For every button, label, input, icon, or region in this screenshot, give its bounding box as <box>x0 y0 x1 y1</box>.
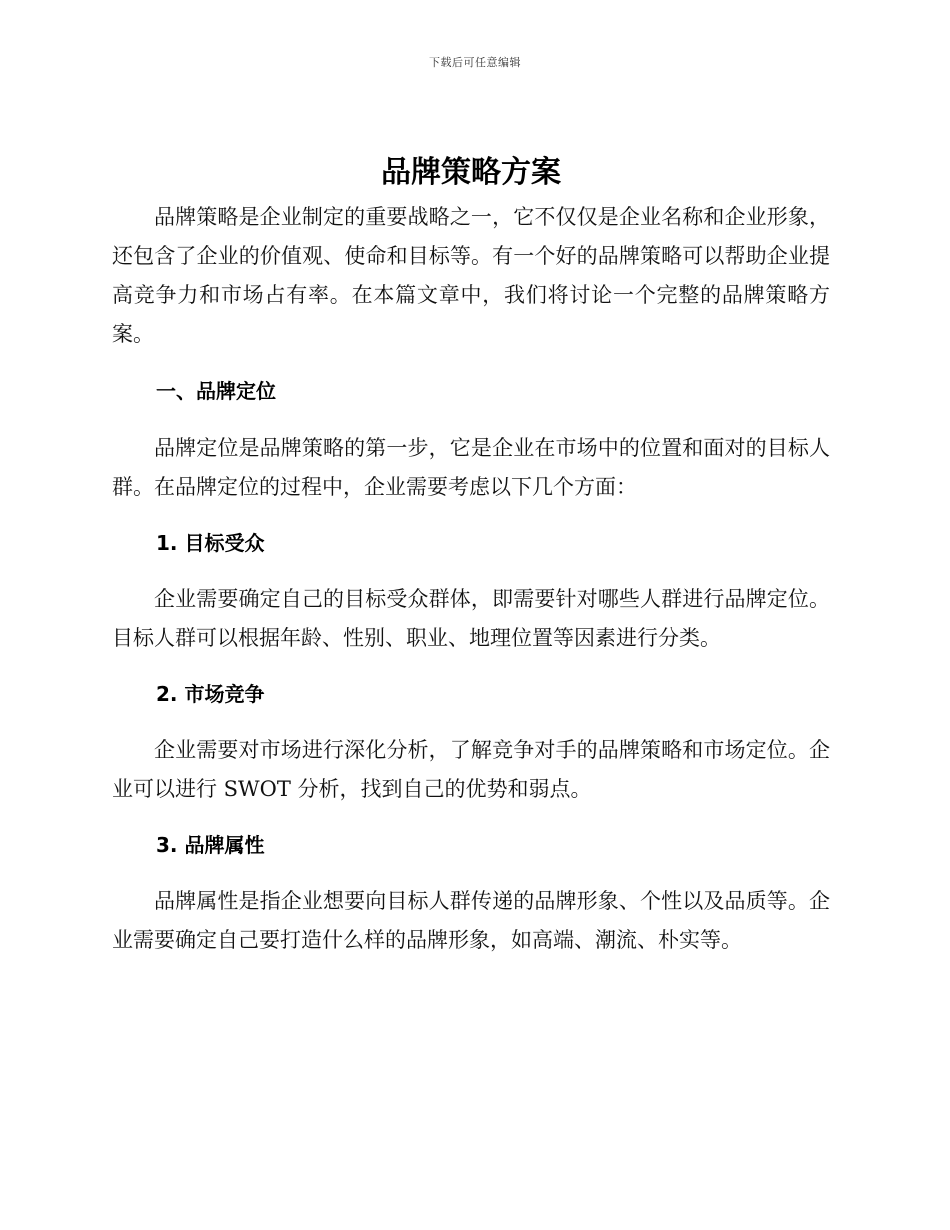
document-title: 品牌策略方案 <box>381 155 561 190</box>
subsection-heading-market-competition: 2. 市场竞争 <box>156 682 265 706</box>
section-heading-brand-positioning: 一、品牌定位 <box>156 379 276 403</box>
section-paragraph-brand-positioning: 品牌定位是品牌策略的第一步，它是企业在市场中的位置和面对的目标人群。在品牌定位的过程中，企业需要考虑以下几个方面： <box>112 436 830 499</box>
intro-paragraph: 品牌策略是企业制定的重要战略之一，它不仅仅是企业名称和企业形象，还包含了企业的价值观、使命和目标等。有一个好的品牌策略可以帮助企业提高竞争力和市场占有率。在本篇文章中，我们将讨论一个完整的品牌策略方案。 <box>112 205 830 346</box>
document-body <box>112 150 830 960</box>
subsection-paragraph-market-competition: 企业需要对市场进行深化分析，了解竞争对手的品牌策略和市场定位。企业可以进行 SWOT 分析，找到自己的优势和弱点。 <box>112 738 830 801</box>
subsection-heading-target-audience: 1. 目标受众 <box>156 531 265 555</box>
subsection-heading-brand-attributes: 3. 品牌属性 <box>156 833 265 857</box>
subsection-paragraph-brand-attributes: 品牌属性是指企业想要向目标人群传递的品牌形象、个性以及品质等。企业需要确定自己要打造什么样的品牌形象，如高端、潮流、朴实等。 <box>112 889 830 952</box>
subsection-paragraph-target-audience: 企业需要确定自己的目标受众群体，即需要针对哪些人群进行品牌定位。目标人群可以根据年龄、性别、职业、地理位置等因素进行分类。 <box>112 587 830 650</box>
header-note: 下载后可任意编辑 <box>429 56 521 69</box>
